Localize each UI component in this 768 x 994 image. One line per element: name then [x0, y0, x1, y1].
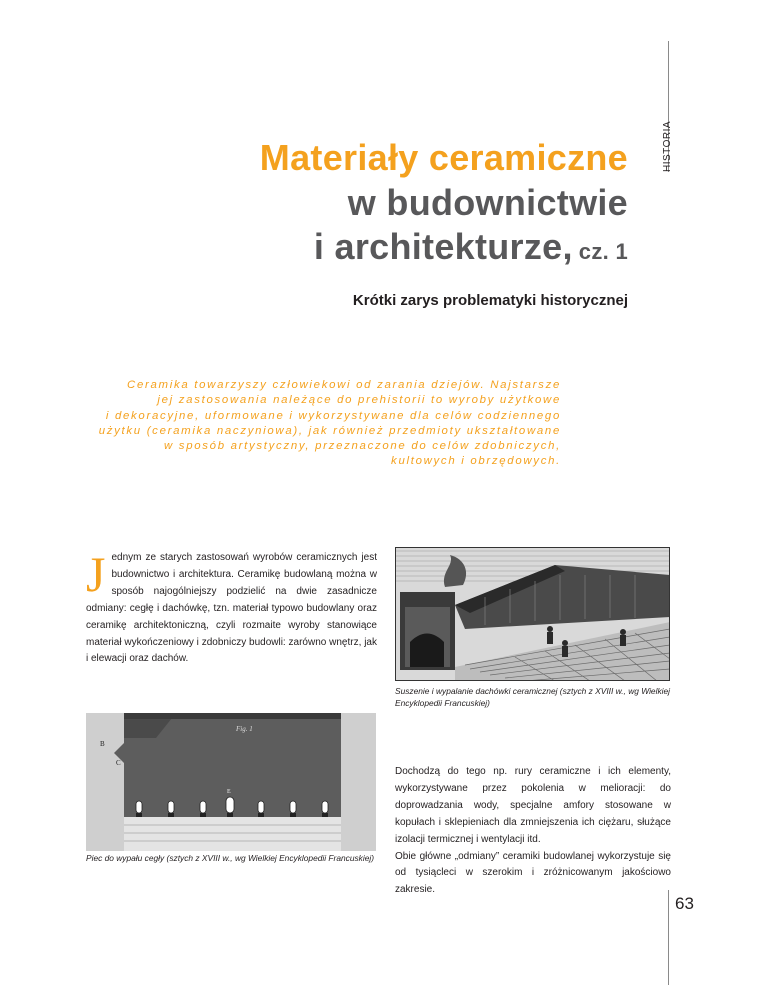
body-column-1: [86, 546, 377, 668]
title-line-3-text: i architekturze,: [313, 226, 573, 267]
section-label: HISTORIA: [662, 120, 673, 172]
lead-line: jej zastosowania należące do prehistorii to wyroby użytkowe: [157, 394, 561, 407]
body-column-2: [395, 764, 671, 899]
engraving-tile-drying: [395, 547, 670, 681]
body-paragraph: ednym ze starych zastosowań wyrobów ceramicznych jest budownictwo i architektura. Ceramikę budowlaną można w sposób najogólniejszy podzielić na dwie zasadnicze odmiany: cegłę i dachówkę, tzn. materiał typowo budowlany oraz ceramikę architektoniczną, czyli rozmaite wyroby stanowiące materiał wykończeniowy i zdobniczy budowli: zarówno wnętrz, jak i elewacji oraz dachów.: [86, 552, 377, 665]
lead-line: Ceramika towarzyszy człowiekowi od zarania dziejów. Najstarsze: [127, 379, 561, 391]
lead-line: i dekoracyjne, uformowane i wykorzystywane dla celów codziennego: [105, 409, 561, 422]
kiln-label-e: E: [227, 789, 231, 795]
engraving-brick-kiln: [86, 713, 376, 851]
engraving-tile-drying-art: [395, 547, 670, 681]
engraving-brick-kiln-art: [86, 713, 376, 851]
title-part: cz. 1: [578, 239, 628, 264]
kiln-label-b: B: [100, 740, 105, 748]
lead-line: użytku (ceramika naczyniowa), jak również przedmioty ukształtowane: [98, 424, 561, 437]
drop-cap: J: [86, 546, 106, 602]
lead-line: w sposób artystyczny, przeznaczone do celów zdobniczych,: [164, 440, 561, 453]
lead-paragraph: [86, 378, 561, 470]
lead-line: kultowych i obrzędowych.: [391, 455, 561, 468]
subtitle: Krótki zarys problematyki historycznej: [352, 292, 628, 309]
kiln-label-fig: Fig. 1: [236, 725, 253, 733]
title-line-1: Materiały ceramiczne: [259, 137, 628, 178]
body-paragraph: Obie główne „odmiany” ceramiki budowlanej wykorzystuje się od tysiącleci w szerokim i zróżnicowanym jakościowo zakresie.: [395, 850, 671, 896]
page-number: 63: [675, 894, 694, 913]
figure-caption-brick-kiln: Piec do wypału cegły (sztych z XVIII w., wg Wielkiej Encyklopedii Francuskiej): [86, 853, 375, 863]
kiln-label-c: C: [116, 759, 121, 767]
title-line-2: w budownictwie: [347, 182, 628, 223]
margin-rule-bottom: [668, 890, 669, 985]
title-line-3: [314, 226, 628, 268]
figure-caption-tile-drying: Suszenie i wypalanie dachówki ceramicznej (sztych z XVIII w., wg Wielkiej Encyklopedii Francuskiej): [395, 686, 671, 708]
body-paragraph: Dochodzą do tego np. rury ceramiczne i ich elementy, wykorzystywane przez pokolenia w melioracji: do doprowadzania wody, specjalne amfory stosowane w kopułach i sklepieniach dla zmniejszenia ich ciężaru, służące izolacji termicznej i wentylacji itd.: [395, 766, 671, 845]
